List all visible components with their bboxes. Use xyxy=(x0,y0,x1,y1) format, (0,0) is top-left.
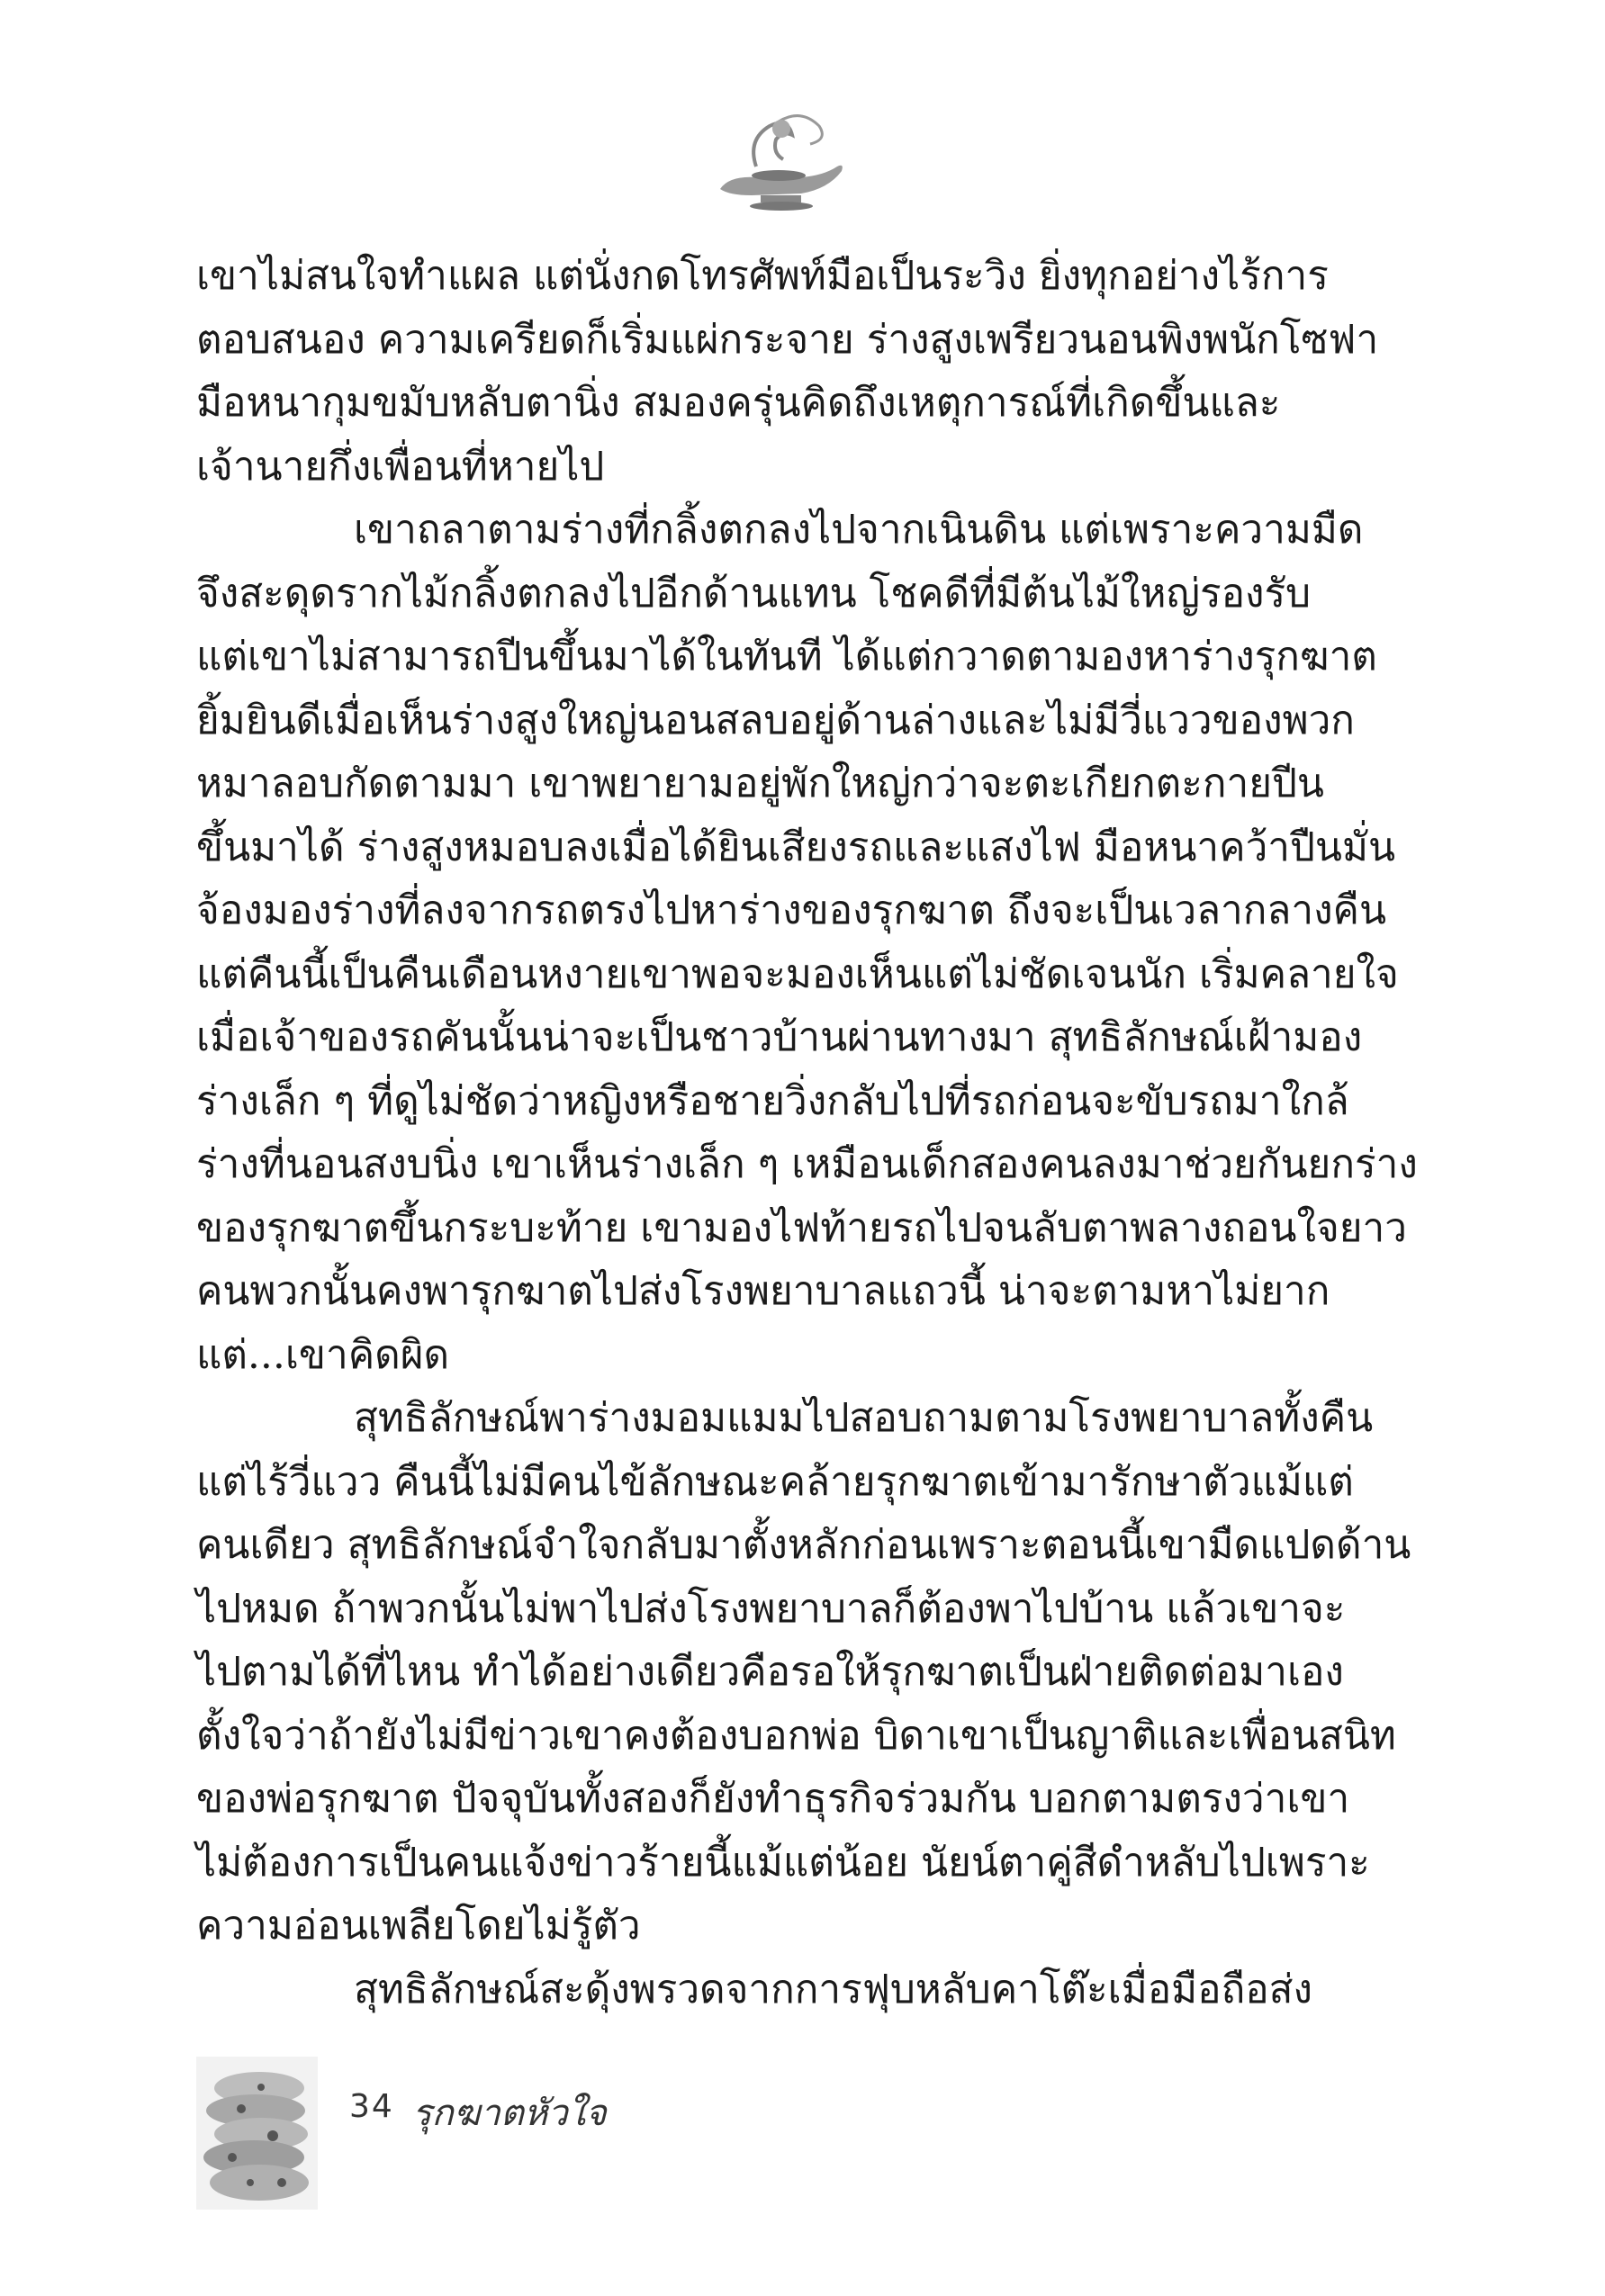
text-line: คนพวกนั้นคงพารุกฆาตไปส่งโรงพยาบาลแถวนี้ น่าจะตามหาไม่ยาก xyxy=(196,1268,1330,1314)
text-line: ขึ้นมาได้ ร่างสูงหมอบลงเมื่อได้ยินเสียงรถและแสงไฟ มือหนาคว้าปืนมั่น xyxy=(196,824,1396,870)
cookie-stack-icon xyxy=(196,2057,318,2210)
text-line: ร่างที่นอนสงบนิ่ง เขาเห็นร่างเล็ก ๆ เหมือนเด็กสองคนลงมาช่วยกันยกร่าง xyxy=(196,1141,1418,1187)
text-line: แต่ไร้วี่แวว คืนนี้ไม่มีคนไข้ลักษณะคล้ายรุกฆาตเข้ามารักษาตัวแม้แต่ xyxy=(196,1458,1354,1505)
text-line: แต่คืนนี้เป็นคืนเดือนหงายเขาพอจะมองเห็นแต่ไม่ชัดเจนนัก เริ่มคลายใจ xyxy=(196,950,1399,997)
text-line: มือหนากุมขมับหลับตานิ่ง สมองครุ่นคิดถึงเหตุการณ์ที่เกิดขึ้นและ xyxy=(196,380,1281,426)
text-line: เมื่อเจ้าของรถคันนั้นน่าจะเป็นชาวบ้านผ่านทางมา สุทธิลักษณ์เฝ้ามอง xyxy=(196,1014,1363,1060)
book-title: รุกฆาตหัวใจ xyxy=(412,2093,607,2134)
text-line: ของพ่อรุกฆาต ปัจจุบันทั้งสองก็ยังทำธุรกิจร่วมกัน บอกตามตรงว่าเขา xyxy=(196,1776,1350,1822)
text-line: ยิ้มยินดีเมื่อเห็นร่างสูงใหญ่นอนสลบอยู่ด้านล่างและไม่มีวี่แววของพวก xyxy=(196,697,1355,743)
text-line: ของรุกฆาตขึ้นกระบะท้าย เขามองไฟท้ายรถไปจนลับตาพลางถอนใจยาว xyxy=(196,1204,1407,1251)
text-line: หมาลอบกัดตามมา เขาพยายามอยู่พักใหญ่กว่าจะตะเกียกตะกายปีน xyxy=(196,761,1324,806)
text-line: ไปตามได้ที่ไหน ทำได้อย่างเดียวคือรอให้รุกฆาตเป็นฝ่ายติดต่อมาเอง xyxy=(196,1649,1344,1695)
text-line: ความอ่อนเพลียโดยไม่รู้ตัว xyxy=(196,1903,641,1949)
text-line: สุทธิลักษณ์สะดุ้งพรวดจากการฟุบหลับคาโต๊ะเมื่อมือถือส่ง xyxy=(354,1966,1312,2012)
text-line: ร่างเล็ก ๆ ที่ดูไม่ชัดว่าหญิงหรือชายวิ่งกลับไปที่รถก่อนจะขับรถมาใกล้ xyxy=(196,1077,1349,1124)
text-line: ตอบสนอง ความเครียดก็เริ่มแผ่กระจาย ร่างสูงเพรียวนอนพิงพนักโซฟา xyxy=(196,316,1379,363)
text-line: เขาไม่สนใจทำแผล แต่นั่งกดโทรศัพท์มือเป็นระวิง ยิ่งทุกอย่างไร้การ xyxy=(196,253,1329,299)
text-line: จ้องมองร่างที่ลงจากรถตรงไปหาร่างของรุกฆาต ถึงจะเป็นเวลากลางคืน xyxy=(196,887,1387,933)
text-line: ตั้งใจว่าถ้ายังไม่มีข่าวเขาคงต้องบอกพ่อ บิดาเขาเป็นญาติและเพื่อนสนิท xyxy=(196,1712,1396,1759)
page-footer xyxy=(196,2057,826,2219)
text-line: คนเดียว สุทธิลักษณ์จำใจกลับมาตั้งหลักก่อนเพราะตอนนี้เขามืดแปดด้าน xyxy=(196,1522,1411,1568)
page-number: 34 xyxy=(349,2088,394,2125)
genie-lamp-icon xyxy=(702,104,855,221)
text-line: แต่...เขาคิดผิด xyxy=(196,1331,450,1378)
text-line: ไปหมด ถ้าพวกนั้นไม่พาไปส่งโรงพยาบาลก็ต้องพาไปบ้าน แล้วเขาจะ xyxy=(196,1585,1346,1632)
body-text xyxy=(196,245,1420,2021)
text-line: ไม่ต้องการเป็นคนแจ้งข่าวร้ายนี้แม้แต่น้อย นัยน์ตาคู่สีดำหลับไปเพราะ xyxy=(196,1839,1370,1886)
text-line: จึงสะดุดรากไม้กลิ้งตกลงไปอีกด้านแทน โชคดีที่มีต้นไม้ใหญ่รองรับ xyxy=(196,570,1312,617)
text-line: เจ้านายกึ่งเพื่อนที่หายไป xyxy=(196,443,605,490)
text-line: เขาถลาตามร่างที่กลิ้งตกลงไปจากเนินดิน แต่เพราะความมืด xyxy=(354,507,1364,553)
text-line: สุทธิลักษณ์พาร่างมอมแมมไปสอบถามตามโรงพยาบาลทั้งคืน xyxy=(354,1395,1374,1441)
text-line: แต่เขาไม่สามารถปีนขึ้นมาได้ในทันที ได้แต่กวาดตามองหาร่างรุกฆาต xyxy=(196,634,1377,680)
